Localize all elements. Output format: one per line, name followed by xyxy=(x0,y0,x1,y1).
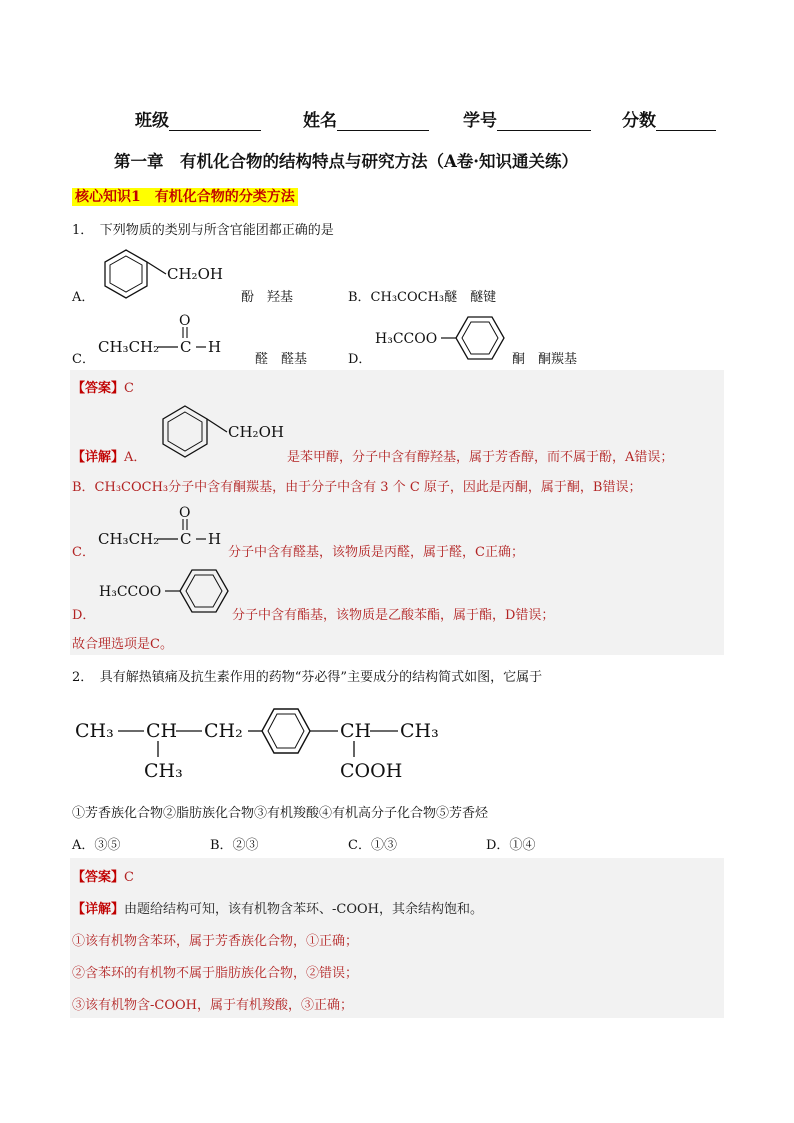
q1-detail-c: 分子中含有醛基，该物质是丙醛，属于醛，C正确； xyxy=(228,545,524,560)
q2-option-a: A．③⑤ xyxy=(72,838,121,853)
q1-answer-value: C xyxy=(124,381,134,396)
class-label: 班级 xyxy=(135,111,169,131)
q1-answer xyxy=(72,377,134,396)
score-label: 分数 xyxy=(622,111,656,131)
q1-detail-a-label: A． xyxy=(124,450,147,465)
detail-c-text: C xyxy=(180,530,192,548)
q2-detail-2: ②含苯环的有机物不属于脂肪族化合物，②错误； xyxy=(72,966,359,981)
q1-option-a-label: A． xyxy=(72,290,95,305)
q1-option-d-text: 酮 酮羰基 xyxy=(512,352,578,367)
q1-detail-a: 是苯甲醇，分子中含有醇羟基，属于芳香醇，而不属于酚，A错误； xyxy=(287,450,674,465)
q1-option-b: B．CH₃COCH₃醚 醚键 xyxy=(348,290,497,305)
section-tag-label: 核心知识1 有机化合物的分类方法 xyxy=(72,188,298,206)
ibu-ch: CH xyxy=(146,720,178,742)
q1-detail-a-prefix xyxy=(72,446,146,465)
q2-detail-3: ③该有机物含-COOH，属于有机羧酸，③正确； xyxy=(72,998,353,1013)
q1-option-c-label: C． xyxy=(72,352,95,367)
q1-detail-d-label: D． xyxy=(72,608,96,623)
benzyl-alcohol-structure xyxy=(96,246,232,302)
detail-benzyl-alcohol-structure xyxy=(155,402,291,460)
q1-stem: 1． 下列物质的类别与所含官能团都正确的是 xyxy=(72,223,334,238)
h-text: H xyxy=(208,338,222,356)
q1-detail-d: 分子中含有酯基，该物质是乙酸苯酯，属于酯，D错误； xyxy=(232,608,555,623)
o-text: O xyxy=(179,313,191,329)
detail-phenyl-acetate-structure xyxy=(96,566,236,622)
name-label: 姓名 xyxy=(303,111,337,131)
q1-option-a-text: 酚 羟基 xyxy=(241,290,294,305)
q2-answer-value: C xyxy=(124,870,134,885)
ch2oh-text: CH₂OH xyxy=(167,265,223,283)
page-title: 第一章 有机化合物的结构特点与研究方法（A卷·知识通关练） xyxy=(114,152,579,171)
q1-detail-tag: 【详解】 xyxy=(72,450,125,465)
class-blank xyxy=(169,113,261,131)
q1-option-c-text: 醛 醛基 xyxy=(255,352,308,367)
score-blank xyxy=(656,113,716,131)
q2-option-c: C．①③ xyxy=(348,838,397,853)
c-text: C xyxy=(180,338,192,356)
detail-h-text: H xyxy=(208,530,222,548)
detail-ch2oh-text: CH₂OH xyxy=(228,423,284,441)
name-field xyxy=(303,106,429,131)
q2-option-d: D．①④ xyxy=(486,838,536,853)
ibu-ch3-bottom: CH₃ xyxy=(144,760,183,782)
detail-o-text: O xyxy=(179,505,191,521)
q2-choices-line: ①芳香族化合物②脂肪族化合物③有机羧酸④有机高分子化合物⑤芳香烃 xyxy=(72,806,489,821)
propanal-structure xyxy=(96,312,256,364)
ibu-ch-right: CH xyxy=(340,720,372,742)
q2-answer xyxy=(72,866,134,885)
q2-detail-intro: 由题给结构可知，该有机物含苯环、-COOH，其余结构饱和。 xyxy=(124,902,484,917)
q1-option-d-label: D． xyxy=(348,352,372,367)
q2-option-b: B．②③ xyxy=(210,838,259,853)
ibu-ch3-left: CH₃ xyxy=(75,720,114,742)
name-blank xyxy=(337,113,429,131)
ibu-ch3-right: CH₃ xyxy=(400,720,439,742)
q1-detail-b: B．CH₃COCH₃分子中含有酮羰基，由于分子中含有 3 个 C 原子，因此是丙酮，属于酮，B错误； xyxy=(72,480,642,495)
ibu-cooh: COOH xyxy=(340,760,403,782)
ibuprofen-structure xyxy=(72,693,452,789)
q2-detail xyxy=(72,898,483,917)
detail-h3ccoo-text: H₃CCOO xyxy=(99,584,162,600)
id-blank xyxy=(497,113,591,131)
q2-answer-tag: 【答案】 xyxy=(72,870,125,885)
q1-detail-c-label: C． xyxy=(72,545,95,560)
detail-ch3ch2-text: CH₃CH₂ xyxy=(98,530,160,548)
q2-detail-1: ①该有机物含苯环，属于芳香族化合物，①正确； xyxy=(72,934,359,949)
q2-detail-tag: 【详解】 xyxy=(72,902,125,917)
h3ccoo-text: H₃CCOO xyxy=(375,331,438,347)
ibu-ch2: CH₂ xyxy=(204,720,243,742)
id-label: 学号 xyxy=(463,111,497,131)
section-tag xyxy=(72,186,298,206)
score-field xyxy=(622,106,716,131)
phenyl-acetate-structure xyxy=(372,311,512,367)
q1-conclusion: 故合理选项是C。 xyxy=(72,637,173,652)
ch3ch2-text: CH₃CH₂ xyxy=(98,338,160,356)
id-field xyxy=(463,106,591,131)
detail-propanal-structure xyxy=(96,504,232,556)
class-field xyxy=(135,106,261,131)
q1-answer-tag: 【答案】 xyxy=(72,381,125,396)
q2-stem: 2． 具有解热镇痛及抗生素作用的药物“芬必得”主要成分的结构简式如图，它属于 xyxy=(72,670,543,685)
